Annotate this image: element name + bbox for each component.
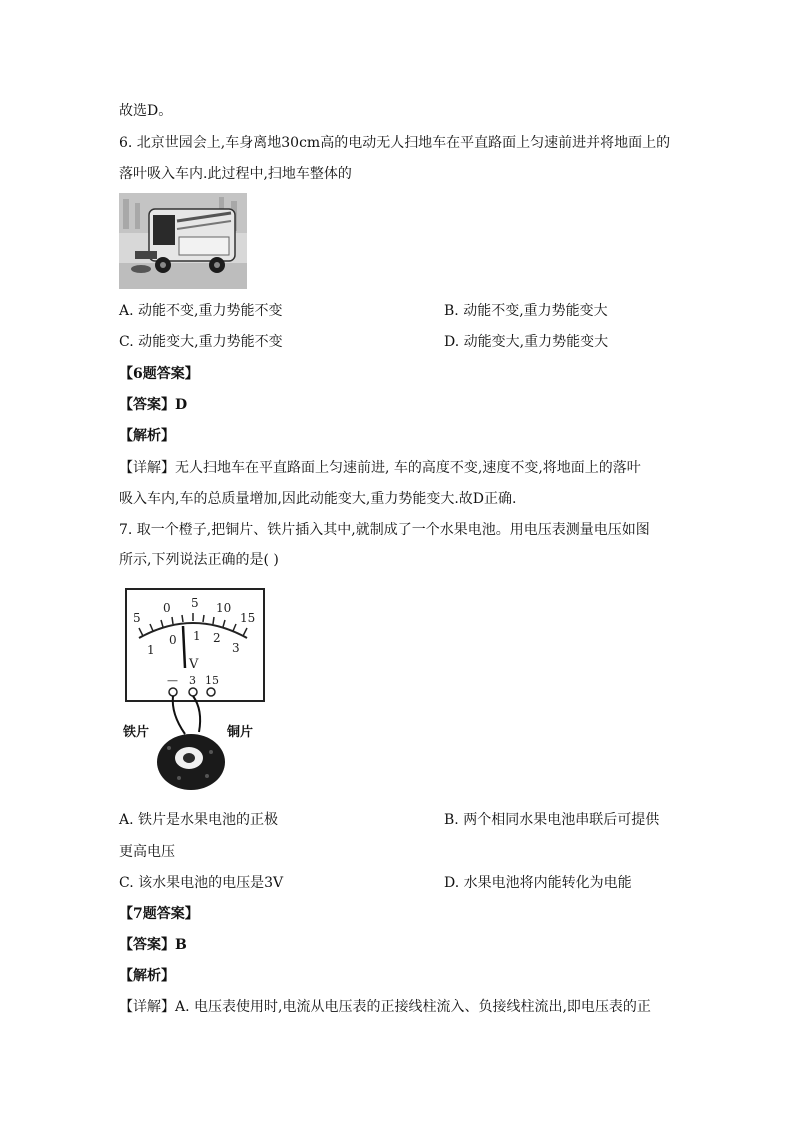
q6-detail-line2: 吸入车内,车的总质量增加,因此动能变大,重力势能变大.故D正确. — [119, 491, 517, 507]
q7-option-c: C. 该水果电池的电压是3V — [119, 875, 284, 891]
lower-scale-label-4: 3 — [232, 641, 240, 655]
q7-detail-line1: 【详解】A. 电压表使用时,电流从电压表的正接线柱流入、负接线柱流出,即电压表的正 — [119, 999, 651, 1015]
q7-stem-line1: 7. 取一个橙子,把铜片、铁片插入其中,就制成了一个水果电池。用电压表测量电压如图 — [119, 522, 650, 538]
q6-stem-line1: 6. 北京世园会上,车身离地30cm高的电动无人扫地车在平直路面上匀速前进并将地面上的 — [119, 135, 671, 151]
upper-scale-label-4: 15 — [240, 611, 256, 625]
previous-conclusion: 故选D。 — [119, 103, 173, 119]
q6-option-c: C. 动能变大,重力势能不变 — [119, 334, 283, 350]
terminal-label-3: 3 — [189, 674, 196, 687]
lower-scale-label-1: 0 — [169, 633, 177, 647]
q7-option-b-continued: 更高电压 — [119, 844, 175, 860]
copper-plate-label: 铜片 — [227, 725, 254, 740]
q7-option-d: D. 水果电池将内能转化为电能 — [444, 875, 632, 891]
q6-option-a: A. 动能不变,重力势能不变 — [119, 303, 283, 319]
q6-analysis-header: 【解析】 — [119, 428, 175, 444]
q7-answer-header: 【7题答案】 — [119, 906, 199, 922]
terminal-label-neg: — — [167, 674, 178, 687]
q7-option-a: A. 铁片是水果电池的正极 — [119, 812, 279, 828]
q6-stem-line2: 落叶吸入车内.此过程中,扫地车整体的 — [119, 166, 352, 182]
lower-scale-label-0: 1 — [147, 643, 155, 657]
q7-analysis-header: 【解析】 — [119, 968, 175, 984]
voltmeter-diagram — [119, 586, 267, 798]
q6-detail-line1: 【详解】无人扫地车在平直路面上匀速前进, 车的高度不变,速度不变,将地面上的落叶 — [119, 460, 641, 476]
q6-answer-header: 【6题答案】 — [119, 366, 199, 382]
upper-scale-label-0: 5 — [133, 611, 141, 625]
upper-scale-label-3: 10 — [216, 601, 232, 615]
iron-plate-label: 铁片 — [123, 725, 150, 740]
terminal-label-15: 15 — [205, 674, 219, 687]
q7-option-b: B. 两个相同水果电池串联后可提供 — [444, 812, 660, 828]
q6-option-b: B. 动能不变,重力势能变大 — [444, 303, 608, 319]
q6-answer: 【答案】D — [119, 397, 188, 413]
sweeper-truck-photo — [119, 193, 247, 289]
q6-option-d: D. 动能变大,重力势能变大 — [444, 334, 609, 350]
lower-scale-label-3: 2 — [213, 631, 221, 645]
upper-scale-label-1: 0 — [163, 601, 171, 615]
q7-answer: 【答案】B — [119, 937, 187, 953]
lower-scale-label-2: 1 — [193, 629, 201, 643]
upper-scale-label-2: 5 — [191, 596, 199, 610]
unit-label: V — [189, 657, 199, 672]
q7-stem-line2: 所示,下列说法正确的是( ) — [119, 552, 279, 568]
